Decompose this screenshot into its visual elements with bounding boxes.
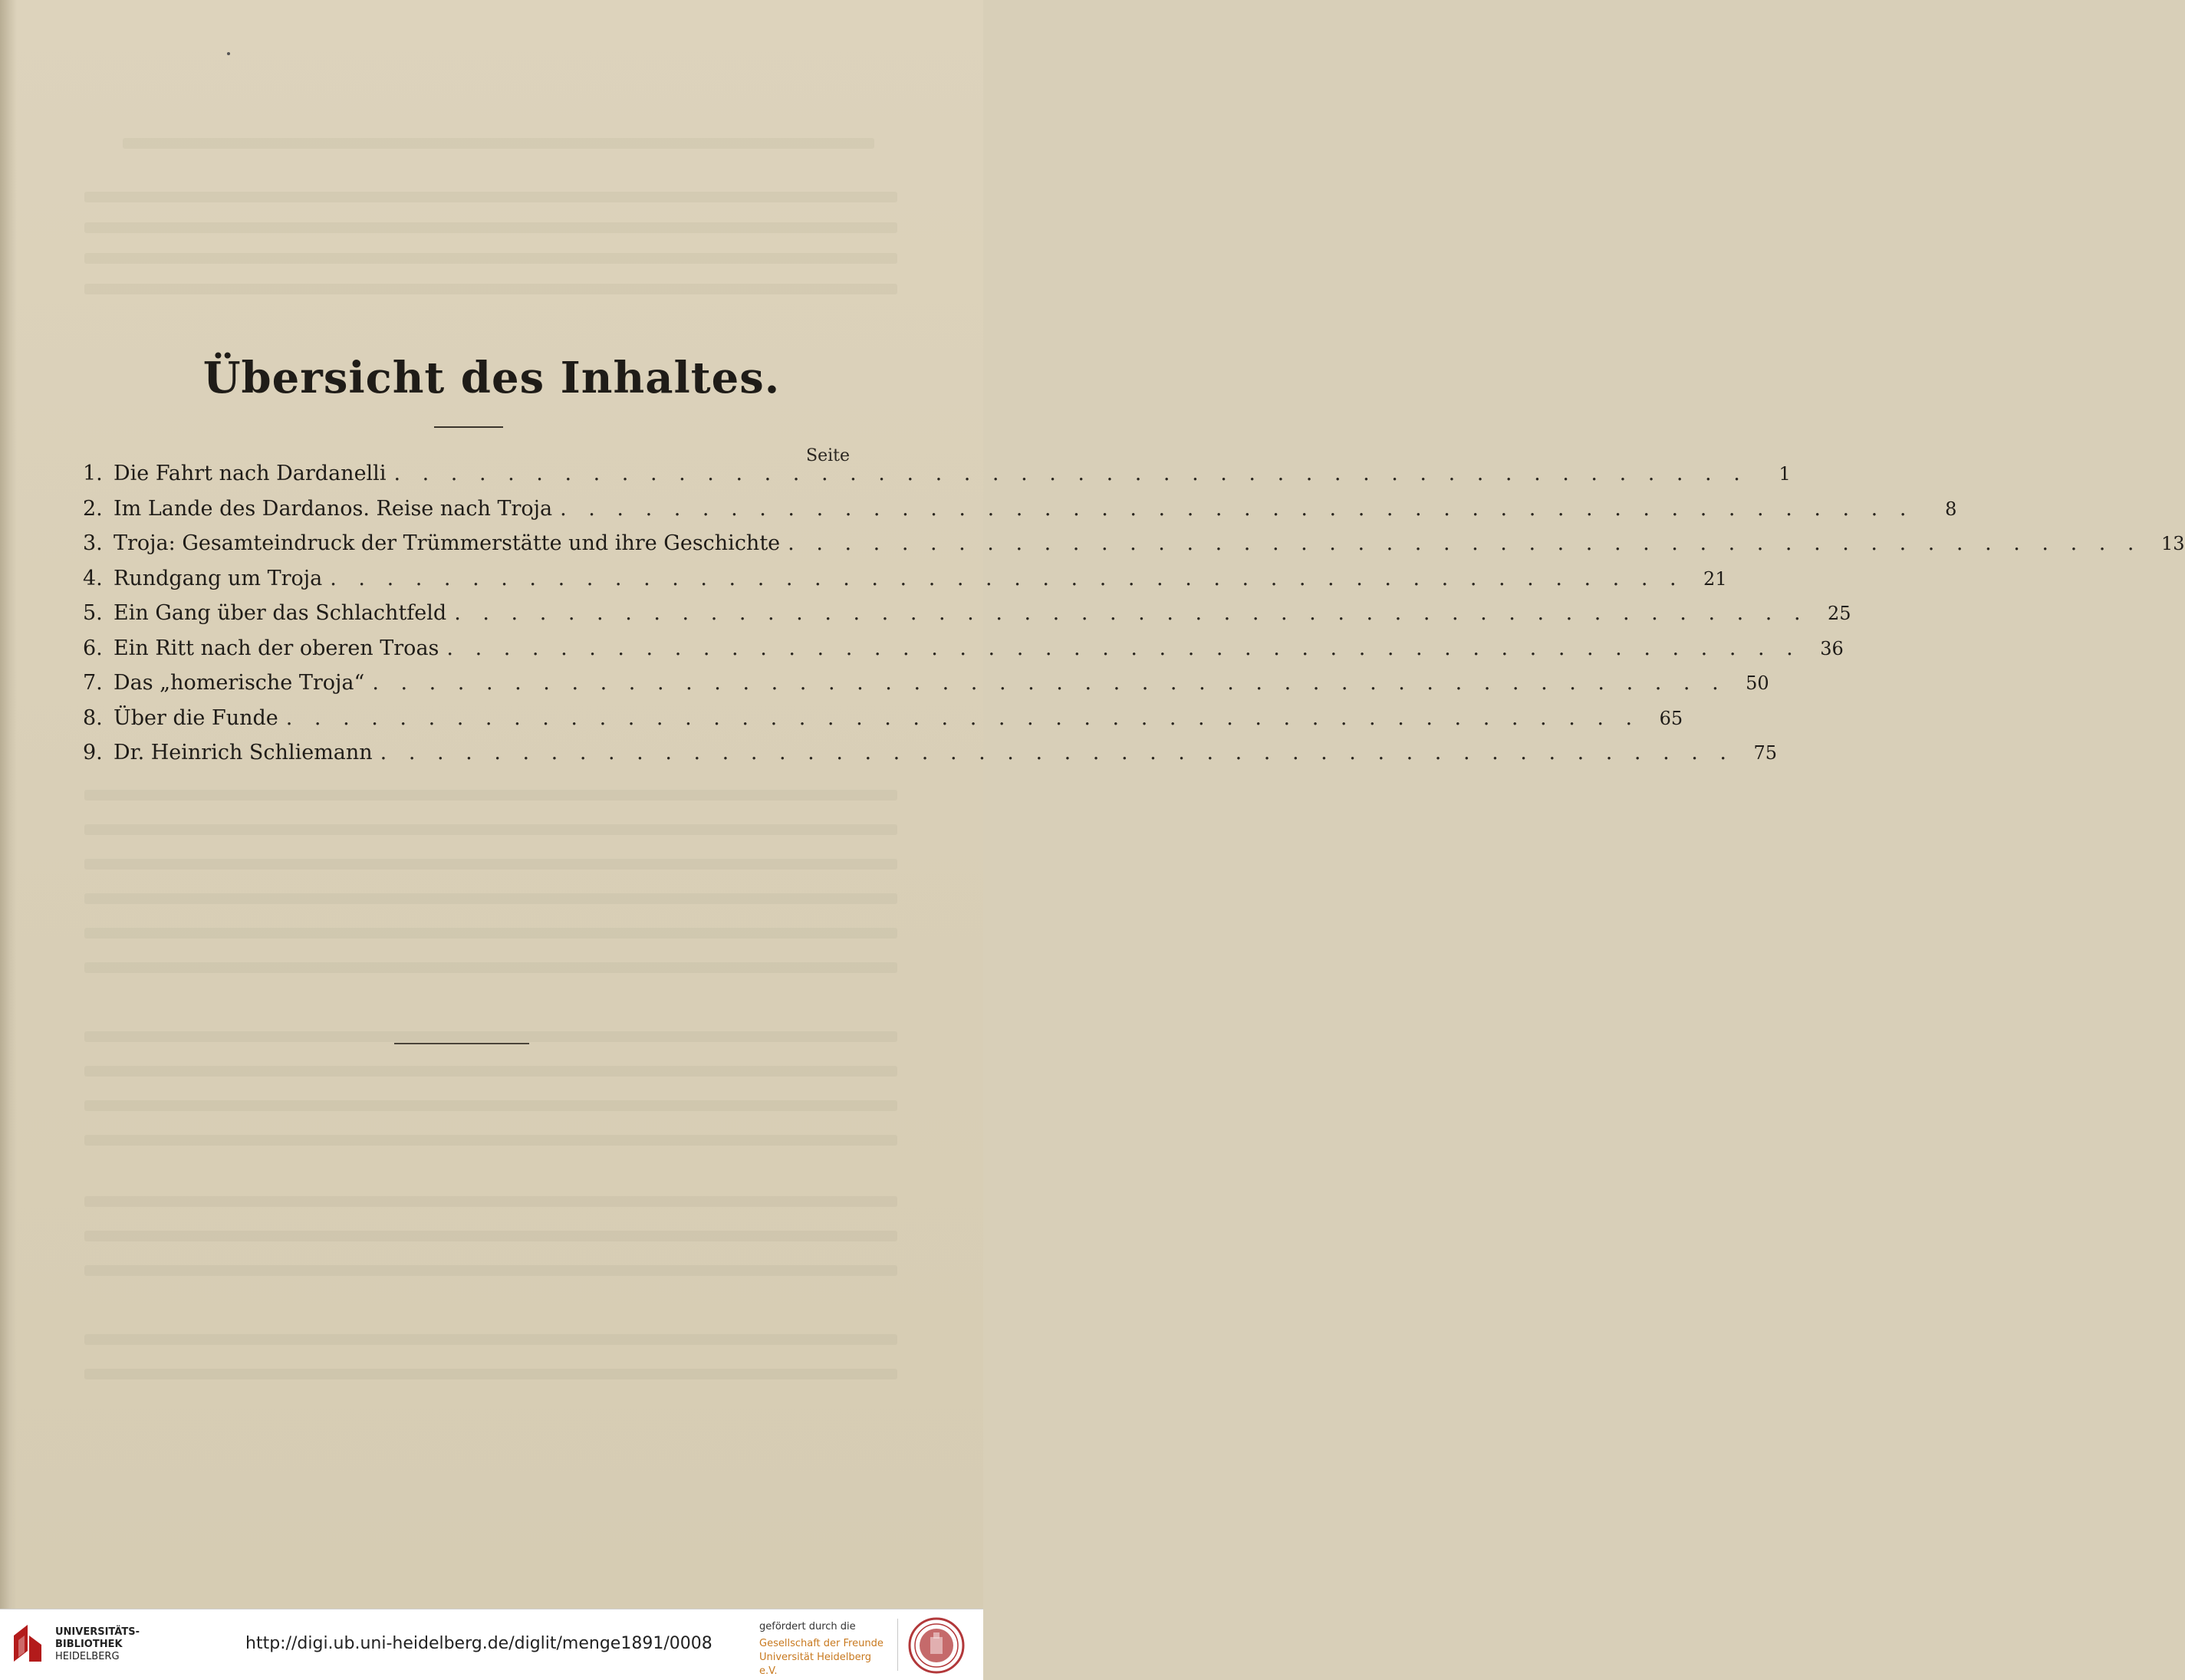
toc-entry-title: Ein Gang über das Schlachtfeld xyxy=(114,601,447,625)
toc-entry[interactable] xyxy=(83,601,1851,636)
show-through-line xyxy=(123,138,874,149)
toc-entry-number: 5. xyxy=(83,601,103,625)
sponsor-lead: gefördert durch die xyxy=(759,1621,856,1632)
toc-entry-title: Dr. Heinrich Schliemann xyxy=(114,741,373,764)
title-divider xyxy=(434,426,503,428)
toc-entry-page: 75 xyxy=(1753,742,1778,764)
sponsor-org-line: Gesellschaft der Freunde xyxy=(759,1638,884,1649)
toc-entry-page: 8 xyxy=(1945,498,1957,520)
toc-entry-title: Troja: Gesamteindruck der Trümmerstätte und ihre Geschichte xyxy=(114,531,781,555)
show-through-line xyxy=(84,824,897,835)
toc-leader-dots: . . . . . . . . . . . . . . . . . . . . . . . . . . . . . . . . . . . . . . . . . . . . . . . . xyxy=(454,601,1808,625)
toc-entry-page: 36 xyxy=(1820,637,1844,659)
end-divider xyxy=(394,1043,529,1044)
sponsor-org-line: Universität Heidelberg e.V. xyxy=(759,1652,871,1677)
library-logo-icon[interactable] xyxy=(11,1622,44,1665)
toc-entry-title: Rundgang um Troja xyxy=(114,566,323,590)
toc-entry-number: 1. xyxy=(83,462,103,485)
toc-entry-page: 21 xyxy=(1703,567,1727,590)
toc-leader-dots: . . . . . . . . . . . . . . . . . . . . . . . . . . . . . . . . . . . . . . . . . . . . . . . . xyxy=(446,636,1801,660)
footer-separator xyxy=(897,1619,898,1671)
show-through-line xyxy=(84,253,897,264)
toc-entry[interactable] xyxy=(83,741,1778,776)
toc-entry[interactable] xyxy=(83,566,1727,602)
toc-entry-title: Ein Ritt nach der oberen Troas xyxy=(114,636,439,660)
toc-entry-title: Die Fahrt nach Dardanelli xyxy=(114,462,387,485)
toc-entry[interactable] xyxy=(83,636,1844,672)
sponsor-credit[interactable] xyxy=(759,1620,890,1678)
toc-leader-dots: . . . . . . . . . . . . . . . . . . . . . . . . . . . . . . . . . . . . . . . . . . . . . . . . xyxy=(560,496,1914,521)
toc-entry-number: 8. xyxy=(83,705,103,730)
show-through-line xyxy=(84,1196,897,1207)
show-through-line xyxy=(84,790,897,801)
toc-entry-number: 6. xyxy=(83,636,103,660)
show-through-line xyxy=(84,1031,897,1042)
toc-leader-dots: . . . . . . . . . . . . . . . . . . . . . . . . . . . . . . . . . . . . . . . . . . . . . . . . xyxy=(330,566,1684,590)
show-through-line xyxy=(84,1135,897,1146)
toc-entry[interactable] xyxy=(83,531,2185,567)
show-through-line xyxy=(84,1265,897,1276)
ink-speck xyxy=(227,52,230,55)
table-of-contents xyxy=(83,462,2185,776)
page-column-label: Seite xyxy=(806,446,850,465)
toc-entry[interactable] xyxy=(83,496,1957,532)
toc-entry-number: 2. xyxy=(83,496,103,521)
show-through-line xyxy=(84,1100,897,1111)
library-name-line: HEIDELBERG xyxy=(55,1651,120,1662)
university-seal-icon[interactable] xyxy=(908,1617,965,1674)
toc-entry-number: 3. xyxy=(83,531,103,555)
show-through-line xyxy=(84,192,897,202)
show-through-line xyxy=(84,222,897,233)
page-binding-edge xyxy=(0,0,17,1609)
library-name-line: UNIVERSITÄTS- xyxy=(55,1626,140,1638)
toc-entry[interactable] xyxy=(83,705,1683,741)
library-name-line: BIBLIOTHEK xyxy=(55,1639,123,1650)
toc-entry-title: Das „homerische Troja“ xyxy=(114,671,365,695)
toc-leader-dots: . . . . . . . . . . . . . . . . . . . . . . . . . . . . . . . . . . . . . . . . . . . . . . . . xyxy=(393,462,1748,485)
toc-entry-page: 1 xyxy=(1779,463,1791,485)
show-through-line xyxy=(84,893,897,904)
library-name[interactable] xyxy=(55,1626,140,1663)
show-through-line xyxy=(84,859,897,870)
show-through-line xyxy=(84,1066,897,1077)
toc-leader-dots: . . . . . . . . . . . . . . . . . . . . . . . . . . . . . . . . . . . . . . . . . . . . . . . . xyxy=(372,671,1726,695)
show-through-line xyxy=(84,284,897,294)
toc-leader-dots: . . . . . . . . . . . . . . . . . . . . . . . . . . . . . . . . . . . . . . . . . . . . . . . . xyxy=(788,531,2142,555)
toc-entry-page: 65 xyxy=(1659,707,1683,729)
toc-entry-page: 50 xyxy=(1746,672,1769,694)
toc-entry-title: Im Lande des Dardanos. Reise nach Troja xyxy=(114,496,553,521)
page-title: Übersicht des Inhaltes. xyxy=(202,353,781,403)
toc-entry-page: 25 xyxy=(1828,603,1851,624)
show-through-line xyxy=(84,928,897,939)
toc-entry-title: Über die Funde xyxy=(114,705,278,730)
permalink-url[interactable]: http://digi.ub.uni-heidelberg.de/diglit/menge1891/0008 xyxy=(245,1634,712,1653)
digitization-footer xyxy=(0,1609,983,1680)
toc-entry[interactable] xyxy=(83,462,1791,497)
toc-entry-number: 4. xyxy=(83,566,103,590)
toc-leader-dots: . . . . . . . . . . . . . . . . . . . . . . . . . . . . . . . . . . . . . . . . . . . . . . . . xyxy=(285,705,1640,730)
show-through-line xyxy=(84,962,897,973)
show-through-line xyxy=(84,1334,897,1345)
toc-leader-dots: . . . . . . . . . . . . . . . . . . . . . . . . . . . . . . . . . . . . . . . . . . . . . . . . xyxy=(380,741,1735,764)
toc-entry-number: 7. xyxy=(83,671,103,695)
show-through-line xyxy=(84,1231,897,1241)
toc-entry[interactable] xyxy=(83,671,1769,706)
show-through-line xyxy=(84,1369,897,1379)
toc-entry-number: 9. xyxy=(83,741,103,764)
toc-entry-page: 13 xyxy=(2160,533,2185,554)
